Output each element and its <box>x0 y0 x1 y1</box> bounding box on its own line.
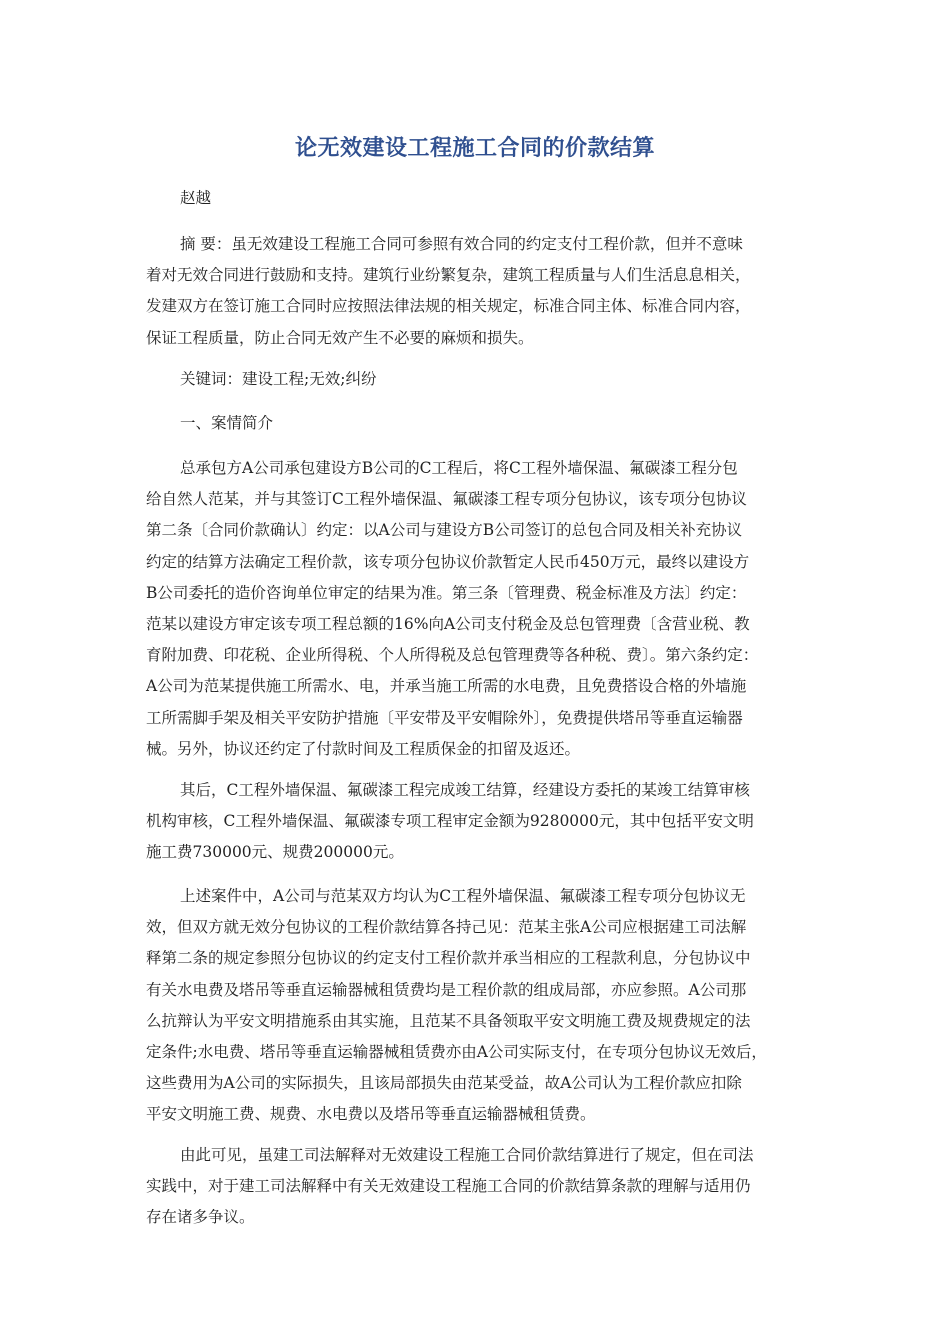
paragraph-line: A公司为范某提供施工所需水、电，并承当施工所需的水电费，且免费搭设合格的外墙施 <box>146 677 747 696</box>
paragraph-line: 械。另外，协议还约定了付款时间及工程质保金的扣留及返还。 <box>146 739 581 758</box>
case-paragraph-4 <box>146 1140 810 1234</box>
paragraph-line: 发建双方在签订施工合同时应按照法律法规的相关规定，标准合同主体、标准合同内容， <box>146 297 751 316</box>
paragraph-line: 范某以建设方审定该专项工程总额的16%向A公司支付税金及总包管理费〔含营业税、教 <box>146 615 750 634</box>
paragraph-line: 第二条〔合同价款确认〕约定：以A公司与建设方B公司签订的总包合同及相关补充协议 <box>146 521 743 540</box>
paragraph-line: 平安文明施工费、规费、水电费以及塔吊等垂直运输器械租赁费。 <box>146 1105 596 1124</box>
paragraph-line: 有关水电费及塔吊等垂直运输器械租赁费均是工程价款的组成局部，亦应参照。A公司那 <box>146 980 747 999</box>
article-title: 论无效建设工程施工合同的价款结算 <box>294 136 655 161</box>
paragraph-line: 实践中，对于建工司法解释中有关无效建设工程施工合同的价款结算条款的理解与适用仍 <box>146 1177 751 1196</box>
paragraph-line: 效，但双方就无效分包协议的工程价款结算各持己见：范某主张A公司应根据建工司法解 <box>146 918 747 937</box>
paragraph-line: 这些费用为A公司的实际损失，且该局部损失由范某受益，故A公司认为工程价款应扣除 <box>146 1074 742 1093</box>
paragraph-line: 么抗辩认为平安文明措施系由其实施，且范某不具备领取平安文明施工费及规费规定的法 <box>146 1011 751 1030</box>
paragraph-line: 释第二条的规定参照分包协议的约定支付工程价款并承当相应的工程款利息，分包协议中 <box>146 949 751 968</box>
paragraph-line: 着对无效合同进行鼓励和支持。建筑行业纷繁复杂，建筑工程质量与人们生活息息相关， <box>146 266 751 285</box>
paragraph-line: B公司委托的造价咨询单位审定的结果为准。第三条〔管理费、税金标准及方法〕约定： <box>146 583 747 602</box>
author-name: 赵越 <box>180 189 212 207</box>
paragraph-line: 摘 要：虽无效建设工程施工合同可参照有效合同的约定支付工程价款，但并不意味 <box>180 235 743 253</box>
paragraph-line: 保证工程质量，防止合同无效产生不必要的麻烦和损失。 <box>146 328 534 347</box>
paragraph-line: 工所需脚手架及相关平安防护措施〔平安带及平安帽除外〕，免费提供塔吊等垂直运输器 <box>146 708 743 727</box>
keywords-line <box>146 364 810 395</box>
paragraph-line: 施工费730000元、规费200000元。 <box>146 843 404 862</box>
paragraph-line: 育附加费、印花税、企业所得税、个人所得税及总包管理费等各种税、费〕。第六条约定： <box>146 646 759 665</box>
paragraph-line: 由此可见，虽建工司法解释对无效建设工程施工合同价款结算进行了规定，但在司法 <box>180 1146 754 1164</box>
paragraph-line: 上述案件中，A公司与范某双方均认为C工程外墙保温、氟碳漆工程专项分包协议无 <box>180 887 746 905</box>
section-heading <box>146 408 810 439</box>
case-paragraph-1 <box>146 453 810 765</box>
paragraph-line: 定条件;水电费、塔吊等垂直运输器械租赁费亦由A公司实际支付，在专项分包协议无效后， <box>146 1043 767 1062</box>
paragraph-line: 给自然人范某，并与其签订C工程外墙保温、氟碳漆工程专项分包协议，该专项分包协议 <box>146 490 747 509</box>
case-paragraph-3 <box>146 881 810 1131</box>
paragraph-line: 存在诸多争议。 <box>146 1208 255 1227</box>
paragraph-line: 机构审核，C工程外墙保温、氟碳漆专项工程审定金额为9280000元，其中包括平安文明 <box>146 812 754 831</box>
paragraph-line: 总承包方A公司承包建设方B公司的C工程后，将C工程外墙保温、氟碳漆工程分包 <box>180 459 738 477</box>
section-heading-text: 一、案情简介 <box>180 414 274 432</box>
keywords-text: 关键词：建设工程;无效;纠纷 <box>180 370 377 388</box>
abstract-paragraph <box>146 229 810 354</box>
paragraph-line: 其后，C工程外墙保温、氟碳漆工程完成竣工结算，经建设方委托的某竣工结算审核 <box>180 781 750 799</box>
case-paragraph-2 <box>146 775 810 869</box>
paragraph-line: 约定的结算方法确定工程价款，该专项分包协议价款暂定人民币450万元，最终以建设方 <box>146 552 750 571</box>
